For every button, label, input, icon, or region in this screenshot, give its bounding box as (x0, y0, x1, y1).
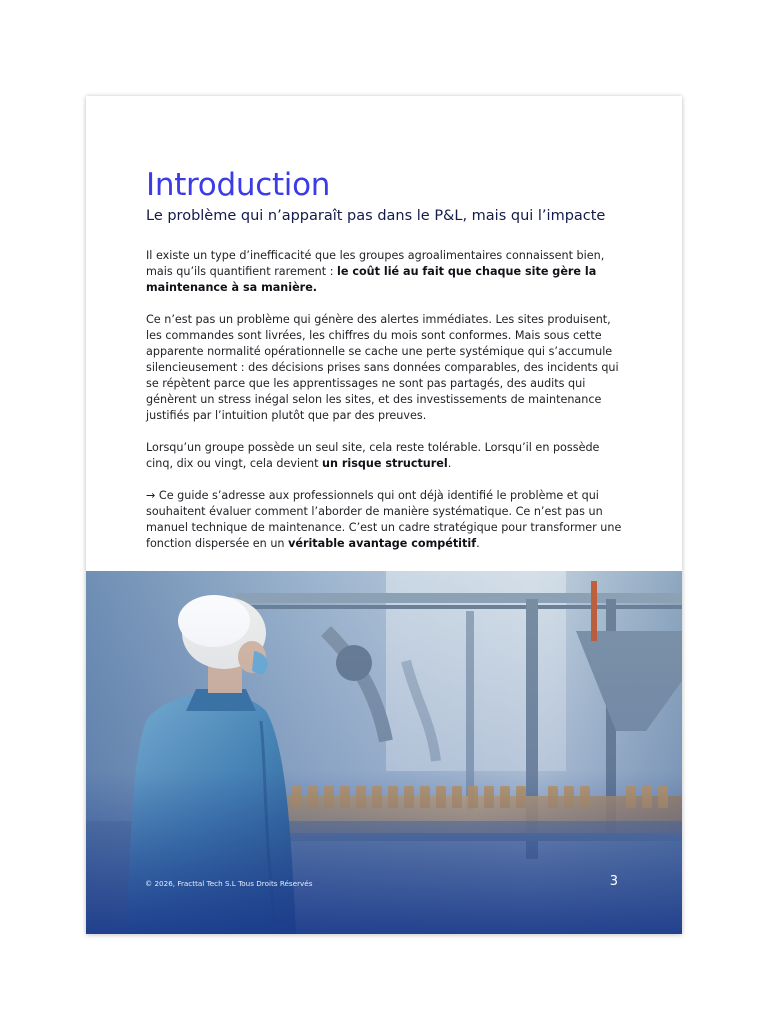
paragraph-3-text: Lorsqu’un groupe possède un seul site, cela reste tolérable. Lorsqu’il en possède cinq, dix ou vingt, cela devient (146, 441, 600, 470)
body-text (146, 248, 624, 552)
document-page (86, 96, 682, 934)
paragraph-1-text: Il existe un type d’inefficacité que les groupes agroalimentaires connaissent bien, mais qu’ils quantifient rarement : (146, 249, 605, 278)
paragraph-4-end: . (476, 537, 480, 550)
page-subtitle: Le problème qui n’apparaît pas dans le P&L, mais qui l’impacte (146, 208, 606, 224)
paragraph-3-end: . (447, 457, 452, 470)
paragraph-1 (146, 248, 624, 296)
page-title: Introduction (146, 167, 331, 203)
paragraph-1-emphasis: le coût lié au fait que chaque site gère la maintenance à sa manière. (146, 265, 597, 294)
paragraph-4-emphasis: véritable avantage compétitif (288, 537, 477, 550)
paragraph-4 (146, 488, 624, 552)
page-number: 3 (609, 874, 618, 889)
page-content (146, 166, 624, 568)
copyright-text: © 2026, Fracttal Tech S.L Tous Droits Réservés (145, 879, 313, 888)
paragraph-3 (146, 440, 624, 472)
paragraph-3-emphasis: un risque structurel (322, 457, 448, 470)
paragraph-2 (146, 312, 624, 424)
paragraph-2-text: Ce n’est pas un problème qui génère des alertes immédiates. Les sites produisent, les commandes sont livrées, les chiffres du mois sont conformes. Mais sous cette apparente normalité opérationnelle se cache une perte systémique qui s’accumule silencieusement : des décisions prises sans données comparables, des incidents qui se répètent parce que les apprentissages ne sont pas partagés, des audits qui génèrent un stress inégal selon les sites, et des investissements de maintenance justifiés par l’intuition plutôt que par des preuves. (146, 313, 619, 422)
paragraph-4-text: → Ce guide s’adresse aux professionnels qui ont déjà identifié le problème et qui souhaitent évaluer comment l’aborder de manière systématique. Ce n’est pas un manuel technique de maintenance. C’est un cadre stratégique pour transformer une fonction dispersée en un (146, 489, 622, 550)
